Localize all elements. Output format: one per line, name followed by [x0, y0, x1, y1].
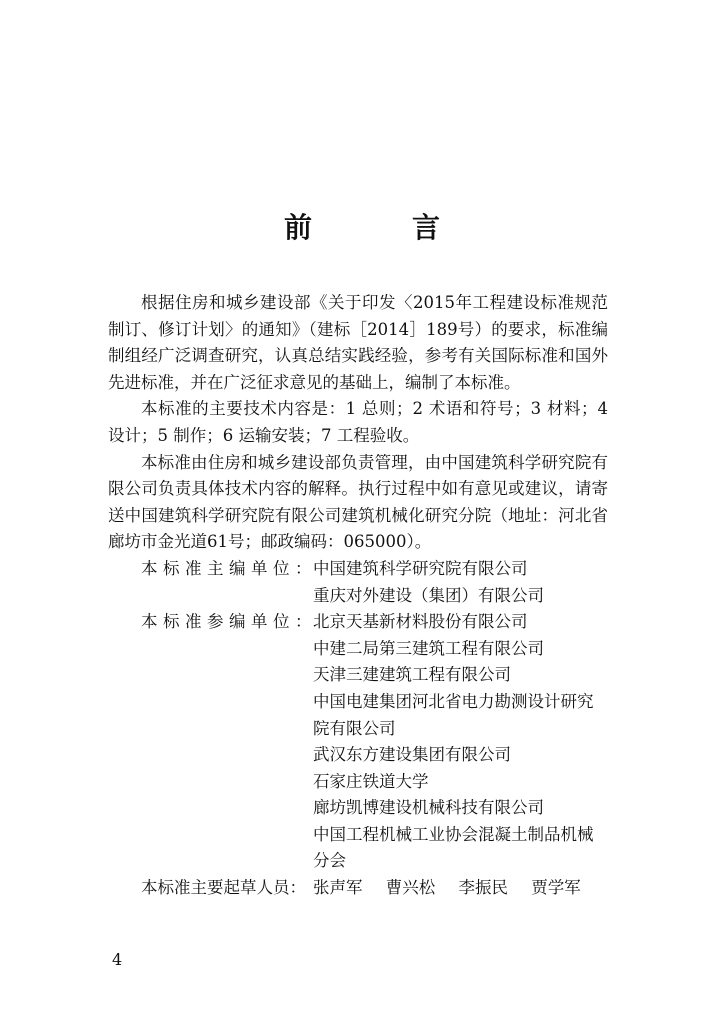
chief-units-list — [313, 556, 608, 609]
participating-unit-item: 中国工程机械工业协会混凝土制品机械分会 — [313, 824, 594, 871]
drafter-name: 贾学军 — [531, 878, 581, 898]
paragraph-management: 本标准由住房和城乡建设部负责管理，由中国建筑科学研究院有限公司负责具体技术内容的解释。执行过程中如有意见或建议，请寄送中国建筑科学研究院有限公司建筑机械化研究分院（地址：河北省廊坊市金光道61号；邮政编码：065000）。 — [108, 452, 608, 552]
paragraph-basis: 根据住房和城乡建设部《关于印发〈2015年工程建设标准规范制订、修订计划〉的通知》（建标［2014］189号）的要求，标准编制组经广泛调查研究，认真总结实践经验，参考有关国际标准和国外先进标准，并在广泛征求意见的基础上，编制了本标准。 — [108, 293, 608, 392]
participating-unit-item: 廊坊凯博建设机械科技有限公司 — [313, 798, 544, 818]
drafters-block — [108, 875, 608, 902]
participating-unit-item: 中建二局第三建筑工程有限公司 — [313, 638, 544, 658]
chief-units-block — [108, 556, 608, 609]
drafter-name: 李振民 — [458, 878, 508, 898]
participating-units-block — [108, 609, 608, 875]
paragraph-contents: 本标准的主要技术内容是：1 总则；2 术语和符号；3 材料；4 设计；5 制作；6 运输安装；7 工程验收。 — [108, 399, 608, 445]
chief-unit-item: 中国建筑科学研究院有限公司 — [313, 558, 528, 578]
drafters-label: 本标准主要起草人员： — [141, 878, 306, 898]
participating-unit-item: 石家庄铁道大学 — [313, 771, 429, 791]
participating-units-list — [313, 609, 608, 875]
page-title: 前 言 — [283, 211, 476, 244]
chief-unit-item: 重庆对外建设（集团）有限公司 — [313, 585, 544, 605]
participating-units-label: 本标准参编单位： — [141, 612, 317, 632]
drafter-name: 曹兴松 — [385, 878, 436, 898]
chief-units-label: 本标准主编单位： — [141, 558, 317, 578]
participating-unit-item: 武汉东方建设集团有限公司 — [313, 745, 511, 765]
drafters-list — [313, 875, 608, 902]
preface-body — [108, 290, 608, 902]
participating-unit-item: 北京天基新材料股份有限公司 — [313, 612, 528, 632]
participating-unit-item: 天津三建建筑工程有限公司 — [313, 665, 511, 685]
page-number: 4 — [112, 950, 123, 969]
drafter-name: 张声军 — [313, 878, 363, 898]
participating-unit-item: 中国电建集团河北省电力勘测设计研究院有限公司 — [313, 691, 594, 738]
